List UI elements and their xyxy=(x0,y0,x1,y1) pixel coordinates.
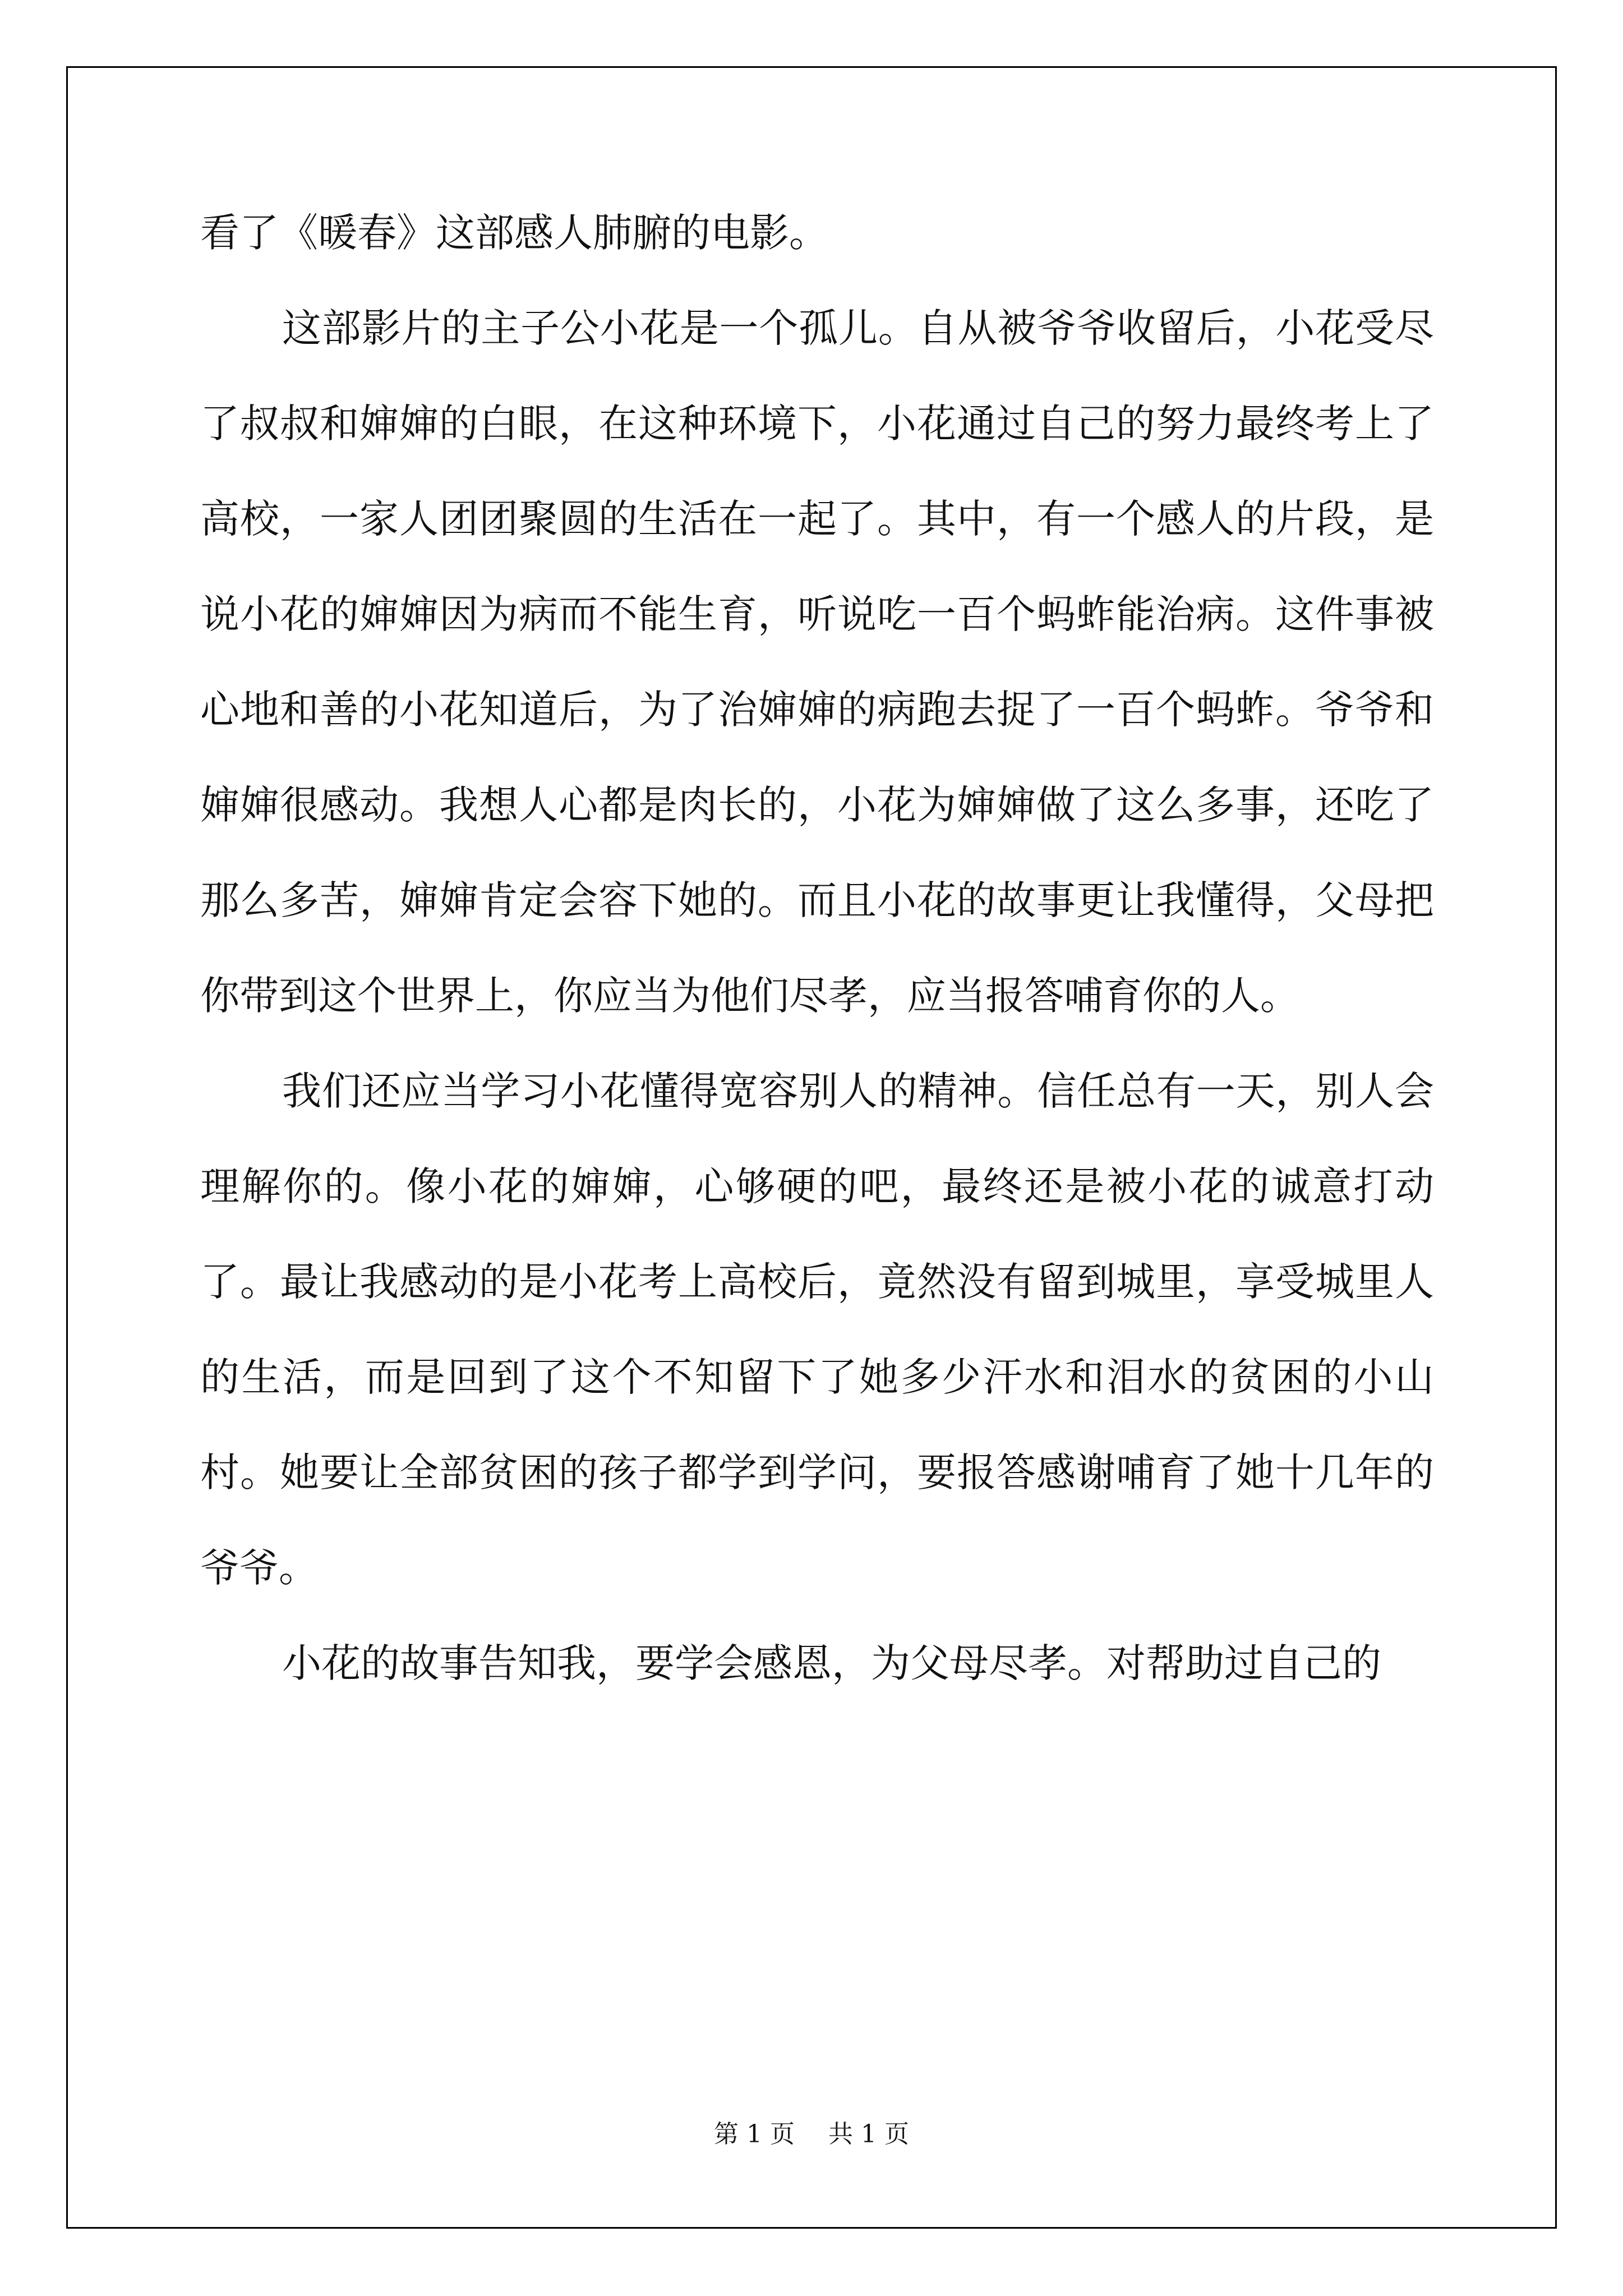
document-body xyxy=(200,185,1434,1711)
paragraph-4: 小花的故事告知我，要学会感恩，为父母尽孝。对帮助过自己的 xyxy=(282,1640,1381,1686)
paragraph-3: 我们还应当学习小花懂得宽容别人的精神。信任总有一天，别人会理解你的。像小花的婶婶，心够硬的吧，最终还是被小花的诚意打动了。最让我感动的是小花考上高校后，竟然没有留到城里，享受城里人的生活，而是回到了这个不知留下了她多少汗水和泪水的贫困的小山村。她要让全部贫困的孩子都学到学问，要报答感谢哺育了她十几年的爷爷。 xyxy=(200,1068,1434,1591)
page-number-current: 第 1 页 xyxy=(714,2120,795,2148)
page-footer xyxy=(0,2118,1623,2151)
paragraph-1: 看了《暖春》这部感人肺腑的电影。 xyxy=(200,210,828,256)
paragraph-2: 这部影片的主子公小花是一个孤儿。自从被爷爷收留后，小花受尽了叔叔和婶婶的白眼，在这种环境下，小花通过自己的努力最终考上了高校，一家人团团聚圆的生活在一起了。其中，有一个感人的片段，是说小花的婶婶因为病而不能生育，听说吃一百个蚂蚱能治病。这件事被心地和善的小花知道后，为了治婶婶的病跑去捉了一百个蚂蚱。爷爷和婶婶很感动。我想人心都是肉长的，小花为婶婶做了这么多事，还吃了那么多苦，婶婶肯定会容下她的。而且小花的故事更让我懂得，父母把你带到这个世界上，你应当为他们尽孝，应当报答哺育你的人。 xyxy=(200,305,1434,1019)
page-number-total: 共 1 页 xyxy=(828,2120,909,2148)
